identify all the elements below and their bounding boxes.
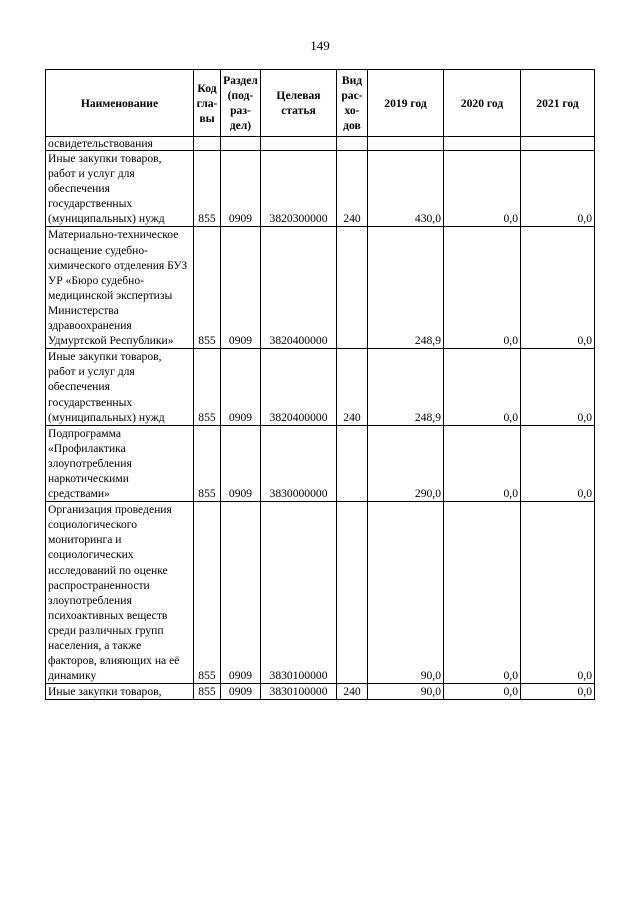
row-2019: 90,0: [368, 502, 444, 684]
row-glava: [194, 137, 221, 151]
row-statya: 3830000000: [261, 425, 337, 501]
row-2021: 0,0: [521, 227, 595, 349]
table-row: [46, 425, 595, 501]
row-2021: 0,0: [521, 502, 595, 684]
row-name: Организация проведения социологического мониторинга и социологических исследований по оценке распространенности злоупотребления психоактивных веществ среди различных групп населения, а также факторов, влияющих на её динамику: [46, 502, 194, 684]
row-2019: 90,0: [368, 684, 444, 700]
row-2020: 0,0: [444, 349, 521, 425]
row-2021: 0,0: [521, 349, 595, 425]
row-razdel: 0909: [221, 425, 261, 501]
table-row: [46, 684, 595, 700]
row-statya: 3830100000: [261, 684, 337, 700]
row-vid: 240: [337, 349, 368, 425]
row-razdel: 0909: [221, 349, 261, 425]
row-glava: 855: [194, 425, 221, 501]
header-name: Наименование: [46, 70, 194, 137]
row-2021: 0,0: [521, 425, 595, 501]
header-glava-code: Код гла-вы: [194, 70, 221, 137]
row-vid: [337, 227, 368, 349]
row-name: освидетельствования: [46, 137, 194, 151]
table-row: [46, 349, 595, 425]
budget-table: [45, 69, 595, 700]
row-2021: 0,0: [521, 151, 595, 227]
row-2019: 290,0: [368, 425, 444, 501]
table-row: [46, 227, 595, 349]
row-2021: 0,0: [521, 684, 595, 700]
row-2019: 430,0: [368, 151, 444, 227]
row-name: Материально-техническое оснащение судебно-химического отделения БУЗ УР «Бюро судебно-медицинской экспертизы Министерства здравоохранения Удмуртской Республики»: [46, 227, 194, 349]
row-razdel: [221, 137, 261, 151]
row-2019: 248,9: [368, 227, 444, 349]
row-2020: 0,0: [444, 684, 521, 700]
row-statya: 3820400000: [261, 227, 337, 349]
page-number: 149: [310, 38, 330, 53]
row-statya: [261, 137, 337, 151]
row-glava: 855: [194, 227, 221, 349]
row-vid: [337, 425, 368, 501]
row-razdel: 0909: [221, 684, 261, 700]
header-expense-type: Вид рас-хо-дов: [337, 70, 368, 137]
row-name: Иные закупки товаров, работ и услуг для обеспечения государственных (муниципальных) нужд: [46, 349, 194, 425]
table-row: [46, 502, 595, 684]
header-2019: 2019 год: [368, 70, 444, 137]
row-2019: 248,9: [368, 349, 444, 425]
row-name: Подпрограмма «Профилактика злоупотребления наркотическими средствами»: [46, 425, 194, 501]
row-glava: 855: [194, 349, 221, 425]
row-statya: 3820400000: [261, 349, 337, 425]
row-vid: 240: [337, 684, 368, 700]
row-statya: 3830100000: [261, 502, 337, 684]
row-2020: 0,0: [444, 227, 521, 349]
row-2020: 0,0: [444, 151, 521, 227]
table-header-row: [46, 70, 595, 137]
row-2020: 0,0: [444, 425, 521, 501]
header-razdel: Раздел (под-раз-дел): [221, 70, 261, 137]
row-vid: [337, 502, 368, 684]
row-2021: [521, 137, 595, 151]
row-2020: [444, 137, 521, 151]
row-name: Иные закупки товаров, работ и услуг для обеспечения государственных (муниципальных) нужд: [46, 151, 194, 227]
row-vid: 240: [337, 151, 368, 227]
row-name: Иные закупки товаров,: [46, 684, 194, 700]
row-glava: 855: [194, 151, 221, 227]
row-razdel: 0909: [221, 151, 261, 227]
header-2021: 2021 год: [521, 70, 595, 137]
row-razdel: 0909: [221, 502, 261, 684]
header-2020: 2020 год: [444, 70, 521, 137]
row-vid: [337, 137, 368, 151]
row-statya: 3820300000: [261, 151, 337, 227]
table-row: [46, 151, 595, 227]
header-target-article: Целевая статья: [261, 70, 337, 137]
row-razdel: 0909: [221, 227, 261, 349]
row-glava: 855: [194, 502, 221, 684]
row-2020: 0,0: [444, 502, 521, 684]
row-2019: [368, 137, 444, 151]
row-glava: 855: [194, 684, 221, 700]
table-row: [46, 137, 595, 151]
